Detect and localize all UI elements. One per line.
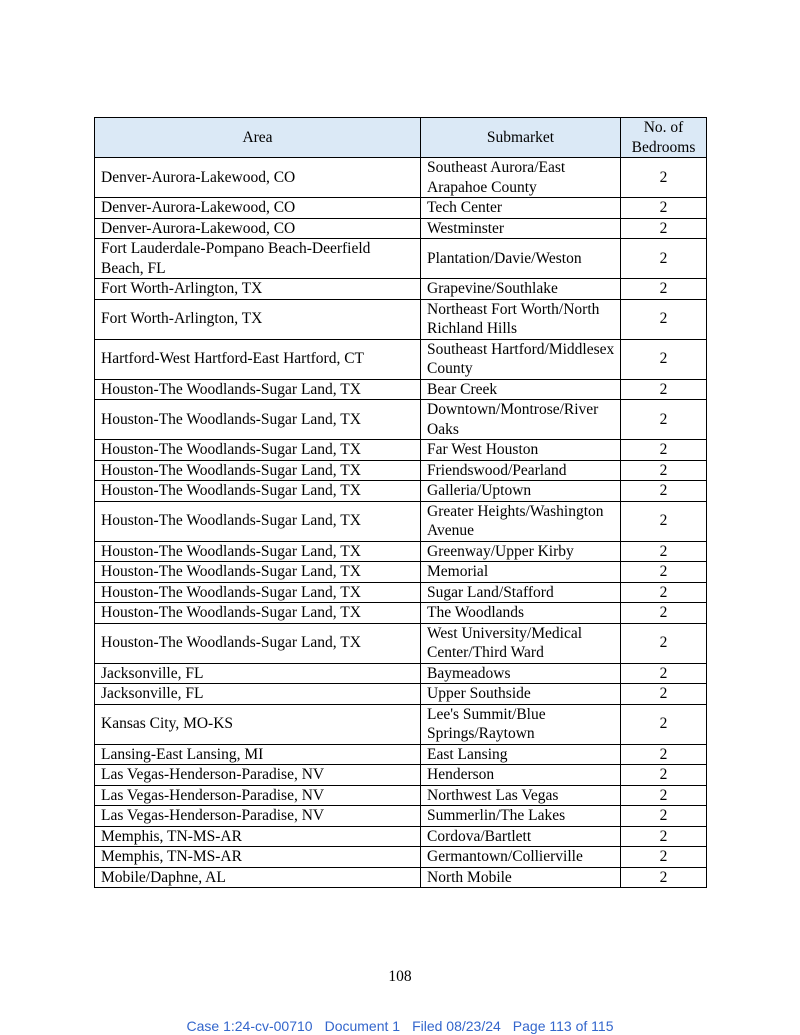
- court-filing-footer: [0, 1018, 800, 1034]
- page-number: 108: [388, 968, 412, 985]
- cell-bedrooms: 2: [621, 460, 707, 481]
- cell-bedrooms: 2: [621, 198, 707, 219]
- cell-bedrooms: 2: [621, 239, 707, 279]
- cell-bedrooms: 2: [621, 562, 707, 583]
- table-row: [95, 158, 707, 198]
- cell-area: Denver-Aurora-Lakewood, CO: [95, 218, 421, 239]
- footer-case-number: Case 1:24-cv-00710: [186, 1018, 313, 1034]
- cell-submarket: Tech Center: [421, 198, 621, 219]
- cell-submarket: Downtown/Montrose/River Oaks: [421, 400, 621, 440]
- cell-area: Memphis, TN-MS-AR: [95, 847, 421, 868]
- footer-document: Document 1: [324, 1018, 401, 1034]
- cell-area: Mobile/Daphne, AL: [95, 867, 421, 888]
- cell-area: Houston-The Woodlands-Sugar Land, TX: [95, 481, 421, 502]
- table-row: [95, 867, 707, 888]
- table-row: [95, 299, 707, 339]
- table-row: [95, 603, 707, 624]
- cell-area: Houston-The Woodlands-Sugar Land, TX: [95, 541, 421, 562]
- cell-submarket: Northeast Fort Worth/North Richland Hills: [421, 299, 621, 339]
- table-body: [95, 158, 707, 888]
- cell-bedrooms: 2: [621, 704, 707, 744]
- cell-area: Houston-The Woodlands-Sugar Land, TX: [95, 460, 421, 481]
- cell-submarket: Memorial: [421, 562, 621, 583]
- cell-bedrooms: 2: [621, 744, 707, 765]
- cell-area: Fort Lauderdale-Pompano Beach-Deerfield Beach, FL: [95, 239, 421, 279]
- cell-submarket: Bear Creek: [421, 379, 621, 400]
- cell-submarket: Southeast Aurora/East Arapahoe County: [421, 158, 621, 198]
- cell-bedrooms: 2: [621, 440, 707, 461]
- cell-bedrooms: 2: [621, 339, 707, 379]
- cell-area: Houston-The Woodlands-Sugar Land, TX: [95, 582, 421, 603]
- table-row: [95, 704, 707, 744]
- cell-area: Kansas City, MO-KS: [95, 704, 421, 744]
- cell-area: Jacksonville, FL: [95, 663, 421, 684]
- table-row: [95, 218, 707, 239]
- cell-bedrooms: 2: [621, 400, 707, 440]
- cell-bedrooms: 2: [621, 299, 707, 339]
- cell-submarket: Sugar Land/Stafford: [421, 582, 621, 603]
- cell-area: Las Vegas-Henderson-Paradise, NV: [95, 765, 421, 786]
- cell-area: Houston-The Woodlands-Sugar Land, TX: [95, 603, 421, 624]
- cell-area: Houston-The Woodlands-Sugar Land, TX: [95, 440, 421, 461]
- cell-bedrooms: 2: [621, 765, 707, 786]
- table-row: [95, 481, 707, 502]
- table-row: [95, 582, 707, 603]
- table-row: [95, 239, 707, 279]
- table-header-row: [95, 118, 707, 158]
- cell-area: Houston-The Woodlands-Sugar Land, TX: [95, 379, 421, 400]
- table-row: [95, 785, 707, 806]
- cell-area: Houston-The Woodlands-Sugar Land, TX: [95, 562, 421, 583]
- table-row: [95, 460, 707, 481]
- cell-area: Las Vegas-Henderson-Paradise, NV: [95, 785, 421, 806]
- cell-area: Jacksonville, FL: [95, 684, 421, 705]
- table-row: [95, 663, 707, 684]
- cell-submarket: Greenway/Upper Kirby: [421, 541, 621, 562]
- cell-bedrooms: 2: [621, 501, 707, 541]
- cell-bedrooms: 2: [621, 806, 707, 827]
- table-row: [95, 440, 707, 461]
- cell-area: Lansing-East Lansing, MI: [95, 744, 421, 765]
- cell-bedrooms: 2: [621, 663, 707, 684]
- cell-submarket: Grapevine/Southlake: [421, 279, 621, 300]
- cell-area: Denver-Aurora-Lakewood, CO: [95, 198, 421, 219]
- cell-area: Fort Worth-Arlington, TX: [95, 279, 421, 300]
- cell-submarket: Northwest Las Vegas: [421, 785, 621, 806]
- cell-submarket: North Mobile: [421, 867, 621, 888]
- table-row: [95, 501, 707, 541]
- cell-submarket: Henderson: [421, 765, 621, 786]
- cell-bedrooms: 2: [621, 158, 707, 198]
- cell-submarket: Westminster: [421, 218, 621, 239]
- cell-bedrooms: 2: [621, 541, 707, 562]
- cell-submarket: Germantown/Collierville: [421, 847, 621, 868]
- cell-area: Houston-The Woodlands-Sugar Land, TX: [95, 623, 421, 663]
- footer-filed-date: Filed 08/23/24: [412, 1018, 501, 1034]
- cell-submarket: The Woodlands: [421, 603, 621, 624]
- table-row: [95, 765, 707, 786]
- cell-bedrooms: 2: [621, 867, 707, 888]
- rental-data-table: [94, 117, 707, 888]
- table-row: [95, 198, 707, 219]
- table-row: [95, 684, 707, 705]
- cell-bedrooms: 2: [621, 481, 707, 502]
- table-row: [95, 400, 707, 440]
- table-row: [95, 744, 707, 765]
- footer-page-count: Page 113 of 115: [512, 1018, 614, 1034]
- table-row: [95, 541, 707, 562]
- cell-submarket: Lee's Summit/Blue Springs/Raytown: [421, 704, 621, 744]
- cell-submarket: Upper Southside: [421, 684, 621, 705]
- cell-bedrooms: 2: [621, 623, 707, 663]
- cell-bedrooms: 2: [621, 847, 707, 868]
- table-row: [95, 623, 707, 663]
- cell-submarket: Greater Heights/Washington Avenue: [421, 501, 621, 541]
- cell-submarket: Galleria/Uptown: [421, 481, 621, 502]
- table-row: [95, 826, 707, 847]
- cell-submarket: Friendswood/Pearland: [421, 460, 621, 481]
- cell-bedrooms: 2: [621, 218, 707, 239]
- cell-bedrooms: 2: [621, 603, 707, 624]
- cell-submarket: Southeast Hartford/Middlesex County: [421, 339, 621, 379]
- cell-submarket: Cordova/Bartlett: [421, 826, 621, 847]
- table-row: [95, 847, 707, 868]
- cell-bedrooms: 2: [621, 582, 707, 603]
- cell-area: Hartford-West Hartford-East Hartford, CT: [95, 339, 421, 379]
- cell-submarket: East Lansing: [421, 744, 621, 765]
- cell-area: Las Vegas-Henderson-Paradise, NV: [95, 806, 421, 827]
- cell-bedrooms: 2: [621, 379, 707, 400]
- table-row: [95, 806, 707, 827]
- column-header-bedrooms: No. of Bedrooms: [621, 118, 707, 158]
- cell-bedrooms: 2: [621, 826, 707, 847]
- cell-submarket: Far West Houston: [421, 440, 621, 461]
- cell-submarket: West University/Medical Center/Third Ward: [421, 623, 621, 663]
- table-row: [95, 279, 707, 300]
- cell-submarket: Summerlin/The Lakes: [421, 806, 621, 827]
- table-row: [95, 339, 707, 379]
- cell-bedrooms: 2: [621, 785, 707, 806]
- cell-bedrooms: 2: [621, 684, 707, 705]
- table-row: [95, 562, 707, 583]
- cell-area: Fort Worth-Arlington, TX: [95, 299, 421, 339]
- cell-submarket: Plantation/Davie/Weston: [421, 239, 621, 279]
- column-header-area: Area: [95, 118, 421, 158]
- table-row: [95, 379, 707, 400]
- cell-area: Denver-Aurora-Lakewood, CO: [95, 158, 421, 198]
- cell-area: Houston-The Woodlands-Sugar Land, TX: [95, 400, 421, 440]
- column-header-submarket: Submarket: [421, 118, 621, 158]
- cell-area: Houston-The Woodlands-Sugar Land, TX: [95, 501, 421, 541]
- cell-submarket: Baymeadows: [421, 663, 621, 684]
- cell-bedrooms: 2: [621, 279, 707, 300]
- cell-area: Memphis, TN-MS-AR: [95, 826, 421, 847]
